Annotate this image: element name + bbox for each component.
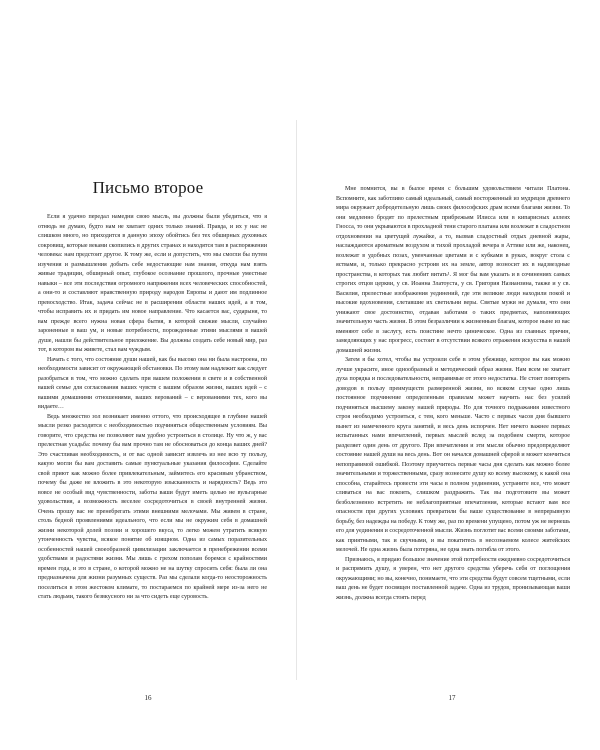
paragraph: Мне помнится, вы в былое время с большим удовольствием читали Платона. Вспомните, как заботливо самый идеальный, самый восторженный из мудрецов древнего мира окружает добродетельную лишь своих философских драм всеми благами жизни. То они медленно бродят по прелестным прибрежьям Илисса или в кипарисных аллеях Гносса, то они укрываются в прохладной тени старого платана или возлежат в сладостном отдохновении на цветущей лужайке, а то, вызвав сладостный отдых дневной жары, наслаждаются ароматным воздухом и тихой прохладой вечера в Аттике или же, наконец, возлежат в удобных позах, увенчанные цветами и с кубками в руках, вокруг стола с яствами, и, только прекрасно устроив их на земле, автор возносит их в надзвездные пространства, в которых так любит витать¹. Я мог бы вам указать и в сочинениях самых строгих отцов церкви, у св. Иоанна Златоуста, у св. Григория Назианзина, также и у св. Василия, прелестные изображения уединений, где эти великие люди находили покой и высокие вдохновения, слетавшие их светильни веры. Святые мужи не думали, что они унижают свое достоинство, отдавая заботами о таких предметах, наполняющих значительную часть жизни. В этом безразличии к жизненным благам, которое ныне из вас вменяют себе в заслугу, есть поистине нечто циническое. Одна из главных причин, замедляющих у нас прогресс, состоит в отсутствии всякого отражения искусства в нашей домашней жизни. [336,186,570,354]
page-number: 17 [448,694,456,702]
left-page-text [38,213,267,603]
paragraph: Начать с того, что состояние души нашей, как бы высоко она ни была настроена, по необходимости зависит от окружающей обстановки. По этому вам надлежит как следует разобраться в том, что можно сделать при вашем положении в свете и в собственной вашей семье для согласования ваших чувств с вашим образом жизни, ваших идей – с вашими домашними отношениями, ваших верований – с верованиями тех, кого вы видаете… [38,356,267,410]
page-number: 16 [144,694,152,702]
page-gutter [296,120,297,680]
right-page-text [336,185,570,603]
paragraph: Признаюсь, я придаю большое значение этой потребности ежедневно сосредоточиться и распрямить душу, я уверен, что нет другого средства уберечь себя от поглощения окружающими; но вы, конечно, понимаете, что эти средства будут совсем тщетными, если ваш день не будет посвящен поставленной задаче. Одна из трудов, пронизывающая ваши жизнь, должна всегда стоять перед [336,556,570,601]
paragraph: Ведь множество зол возникает именно оттого, что происходящее в глубине нашей мысли резко расходится с необходимостью подчиняться общественным условиям. Вы говорите, что средства не позволяют вам удобно устроиться в столице. Ну что ж, у вас прелестная усадьба: почему бы вам прочно там не обосноваться до конца ваших дней? Это счастливая необходимость, и от вас одной зависит извлечь из нее всю ту пользу, какую могли бы вам доставить самые пунктуальные указания философии. Сделайте свой приют как можно более привлекательным, займитесь его красивым убранством, почему бы даже не вложить в это некоторую изысканность и нарядность? Ведь это вовсе не особый вид чувственности, заботы ваши будут иметь целью не вульгарные удовольствия, а возможность веселее сосредоточиться в своей внутренней жизни. Очень прошу вас не пренебрегать этими внешними мелочами. Мы живем в стране, столь бедной проявлениями идеального, что если мы не окружим себя в домашней жизни некоторой долей поэзии и хорошего вкуса, то легко можем утратить всякую утонченность чувства, всякое понятие об изящном. Одна из самых поразительных особенностей нашей своеобразной цивилизации заключается в пренебрежении всеми удобствами и радостями жизни. Мы лишь с грехом пополам боремся с крайностями времен года, и это в стране, о которой можно не на шутку спросить себя: была ли она предназначена для жизни разумных существ. Раз мы сделали когда-то неосторожность поселиться в этом жестоком климате, то постараемся по крайней мере из-за него не стать людьми, такого безвкусного ни за что сидеть еще суровость. [38,413,267,600]
chapter-title: Письмо второе [92,178,204,197]
paragraph: Затем я бы хотел, чтобы вы устроили себе в этом убежище, которое вы как можно лучше украсите, иное однообразный и методический образ жизни. Нам всем не хватает духа порядка и последовательности, неправимые от этого недостатка. Не стоит повторять доводов в пользу преимуществ размеренной жизни, во всяком случае одно лишь постоянное подчинение определенным правилам может научить нас без усилий подчиняться высшему закону нашей природы. Но для точного подражания известного строя необходимо устроиться, с тем, кого меньше. Часто с первых часов дня бывшего вынет из намеченного круга занятий, и весь день испорчен. Нет ничего важнее первых испытанных нами впечатлений, первых мыслей вслед за подобием смерти, которое разделяет один день от другого. При впечатления и эти мысли обычно предопределяют состояние нашей души на весь день. Вот он начался домашней сферой и может кончиться непоправимой ошибкой. Поэтому приучитесь первые часы дня сделать как можно более значительными и торжественными, сразу вознесите душу ко всему высокому, к какой она способна, старайтесь провести эти часы в полном уединении, устраните все, что может сливаться на вас покоить, слишком раздражить. Так вы подготовите вы может безболезненно встретить не неблагоприятные впечатления, которые встают вам все опасности при других условиях превратили бы ваше существование в непрерывную борьбу, без надежды на победу. К тому же, раз по времени упущено, потом уж не вернешь его для уединения и сосредоточенной мысли. Жизнь поглотит вас всеми своими заботами, как приятными, так и скучными, и вы покатитесь в несознаемом колесе житейских мелочей. Не одна жизнь была потеряна, не одна знать погибла от этого. [336,357,570,553]
left-page [0,0,296,750]
right-page [304,0,600,750]
paragraph: Если я удачно передал намедни свою мысль, вы должны были убедиться, что я отнюдь не думаю, будто нам не хватает одних только знаний. Правда, и их у нас не слишком много, но приходится в данную эпоху обойтись без тех обширных духовных сокровищ, которые веками скопились в других странах и находятся там в распоряжении человека: нам предстоит другое. К тому же, если и допустить, что мы смогли бы путем изучения и размышления добыть себе недостающие нам знания, откуда нам взять живые традиции, обширный опыт, глубокое осознание прошлого, прочные уместные навыки – все эти последствия огромного напряжения всех человеческих способностей, а они-то и составляют нравственную природу народов Европы и дают им подлинное превосходство. Итак, задача сейчас не в расширении области наших идей, а в том, чтобы исправить их и придать им новое направление. Что касается вас, сударыня, то вам прежде всего нужна новая сфера бытия, в которой свежие мысли, случайно зароненные в ваш ум, и новые потребности, порожденные этими мыслями в вашей душе, нашли бы действительное приложение. Вы должны создать себе новый мир, раз тот, в котором вы живете, стал вам чуждым. [38,214,267,353]
